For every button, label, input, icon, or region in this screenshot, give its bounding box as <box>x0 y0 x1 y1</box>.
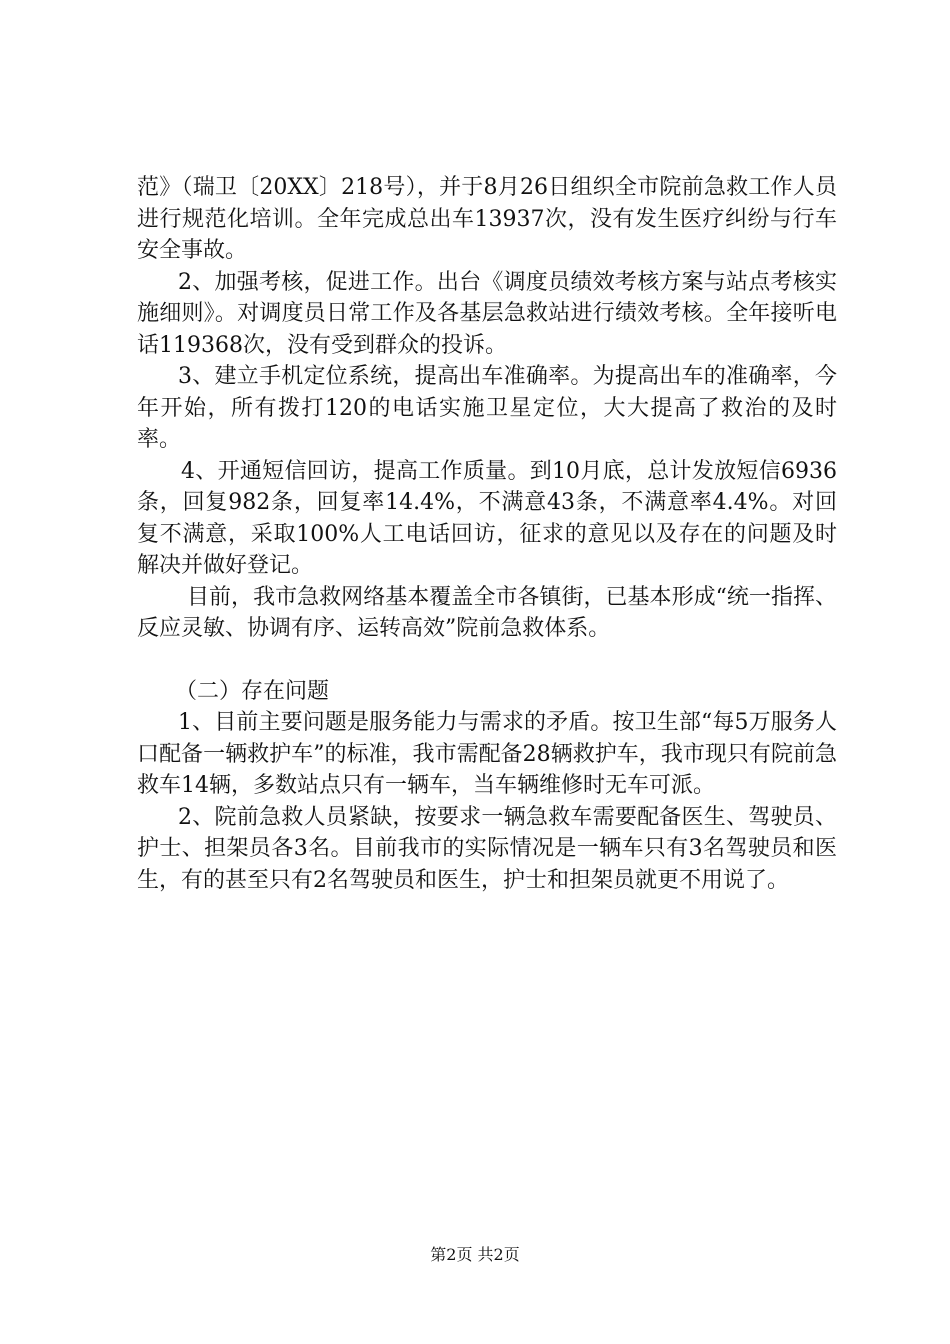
paragraph-continuation: 范》（瑞卫〔20XX〕218号），并于8月26日组织全市院前急救工作人员进行规范化培训。全年完成总出车13937次，没有发生医疗纠纷与行车安全事故。 <box>137 175 837 263</box>
paragraph-item-4: 4、开通短信回访，提高工作质量。到10月底，总计发放短信6936条，回复982条，回复率14.4%，不满意43条，不满意率4.4%。对回复不满意，采取100%人工电话回访，征求的意见以及存在的问题及时解决并做好登记。 <box>137 458 837 578</box>
paragraph-item-3: 3、建立手机定位系统，提高出车准确率。为提高出车的准确率，今年开始，所有拨打120的电话实施卫星定位，大大提高了救治的及时率。 <box>137 364 837 452</box>
section-heading: （二）存在问题 <box>175 678 330 704</box>
paragraph-item-2: 2、加强考核，促进工作。出台《调度员绩效考核方案与站点考核实施细则》。对调度员日常工作及各基层急救站进行绩效考核。全年接听电话119368次，没有受到群众的投诉。 <box>137 269 837 358</box>
document-body <box>137 172 837 896</box>
problem-item-1: 1、目前主要问题是服务能力与需求的矛盾。按卫生部“每5万服务人口配备一辆救护车”的标准，我市需配备28辆救护车，我市现只有院前急救车14辆，多数站点只有一辆车，当车辆维修时无车可派。 <box>137 710 837 798</box>
page-footer: 第2页 共2页 <box>430 1245 520 1264</box>
paragraph-summary: 目前，我市急救网络基本覆盖全市各镇街，已基本形成“统一指挥、反应灵敏、协调有序、运转高效”院前急救体系。 <box>137 584 837 641</box>
problem-item-2: 2、院前急救人员紧缺，按要求一辆急救车需要配备医生、驾驶员、护士、担架员各3名。目前我市的实际情况是一辆车只有3名驾驶员和医生，有的甚至只有2名驾驶员和医生，护士和担架员就更不用说了。 <box>137 804 837 893</box>
